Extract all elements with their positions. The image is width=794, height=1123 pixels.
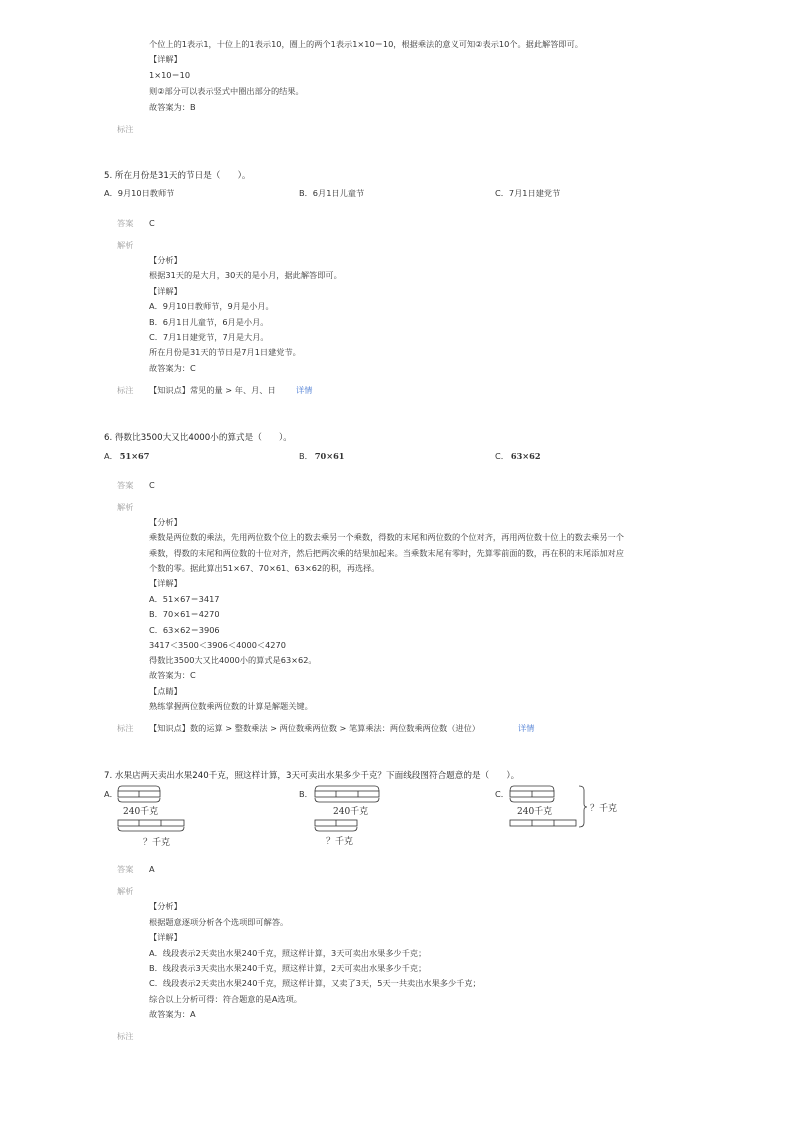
- option-c[interactable]: C．7月1日建党节: [495, 188, 561, 198]
- option-b[interactable]: B．6月1日儿童节: [299, 188, 365, 198]
- analysis-line: 【分析】: [149, 255, 182, 265]
- unknown-label: ？千克: [590, 804, 618, 814]
- option-a[interactable]: [104, 452, 149, 462]
- analysis-label: 解析: [117, 240, 134, 250]
- answer-value: C: [149, 480, 155, 490]
- analysis-line: 3417＜3500＜3906＜4000＜4270: [149, 640, 286, 650]
- analysis-line: 【详解】: [149, 578, 182, 588]
- analysis-line: 故答案为：C: [149, 670, 196, 680]
- analysis-line: 根据题意逐项分析各个选项即可解答。: [149, 917, 289, 927]
- analysis-line: 【分析】: [149, 901, 182, 911]
- option-expression: 70×61: [314, 451, 345, 461]
- option-b-letter[interactable]: B．: [299, 789, 313, 799]
- question-stem: 7. 水果店两天卖出水果240千克，照这样计算，3天可卖出水果多少千克？下面线段图符合题意的是（ ）。: [104, 771, 520, 781]
- option-c-letter[interactable]: C．: [495, 789, 509, 799]
- question-stem: 6. 得数比3500大又比4000小的算式是（ ）。: [104, 433, 292, 443]
- analysis-line: 乘数，得数的末尾和两位数的十位对齐，然后把两次乘的结果加起来。当乘数末尾有零时，先算零前面的数，再在积的末尾添加对应: [149, 548, 624, 558]
- knowledge-point: 【知识点】常见的量 > 年、月、日: [149, 385, 276, 395]
- analysis-line: C．线段表示2天卖出水果240千克，照这样计算，又卖了3天，5天一共卖出水果多少千克；: [149, 978, 481, 988]
- analysis-line: 个数的零。据此算出51×67、70×61、63×62的积，再选择。: [149, 563, 380, 573]
- option-c-line-diagram: [509, 785, 624, 835]
- note-label: 标注: [117, 385, 134, 395]
- detail-tag: 【详解】: [149, 54, 182, 64]
- analysis-line: 根据31天的是大月，30天的是小月，据此解答即可。: [149, 270, 342, 280]
- analysis-line: A．51×67＝3417: [149, 594, 220, 604]
- analysis-line: 乘数是两位数的乘法，先用两位数个位上的数去乘另一个乘数，得数的末尾和两位数的个位对齐，再用两位数十位上的数去乘另一个: [149, 532, 624, 542]
- option-expression: 51×67: [119, 451, 150, 461]
- final-answer: 故答案为：B: [149, 102, 196, 112]
- analysis-line: 熟练掌握两位数乘两位数的计算是解题关键。: [149, 701, 313, 711]
- option-c[interactable]: [495, 452, 541, 462]
- answer-value: A: [149, 864, 155, 874]
- analysis-line: 【分析】: [149, 517, 182, 527]
- analysis-line: 故答案为：A: [149, 1009, 196, 1019]
- analysis-line: B．6月1日儿童节，6月是小月。: [149, 317, 269, 327]
- analysis-line: C．63×62＝3906: [149, 625, 220, 635]
- answer-label: 答案: [117, 218, 134, 228]
- option-a-line-diagram: [117, 785, 189, 851]
- analysis-line: A．线段表示2天卖出水果240千克，照这样计算，3天可卖出水果多少千克；: [149, 948, 427, 958]
- option-letter: A．: [104, 451, 118, 461]
- option-expression: 63×62: [510, 451, 541, 461]
- unknown-label: ？千克: [143, 838, 171, 848]
- analysis-line: 【点睛】: [149, 686, 182, 696]
- analysis-line: 【详解】: [149, 286, 182, 296]
- analysis-line: 得数比3500大又比4000小的算式是63×62。: [149, 655, 317, 665]
- analysis-label: 解析: [117, 886, 134, 896]
- unknown-label: ？千克: [326, 837, 354, 847]
- explanation-line: 则②部分可以表示竖式中圈出部分的结果。: [149, 86, 304, 96]
- analysis-line: 综合以上分析可得：符合题意的是A选项。: [149, 994, 302, 1004]
- analysis-line: 故答案为：C: [149, 363, 196, 373]
- note-label: 标注: [117, 124, 134, 134]
- detail-link[interactable]: 详情: [518, 723, 535, 733]
- option-b-line-diagram: [313, 785, 385, 851]
- total-label: 240千克: [333, 807, 369, 817]
- detail-link[interactable]: 详情: [296, 385, 313, 395]
- option-letter: C．: [495, 451, 509, 461]
- answer-label: 答案: [117, 480, 134, 490]
- analysis-label: 解析: [117, 502, 134, 512]
- prev-analysis-line: 个位上的1表示1，十位上的1表示10，圈上的两个1表示1×10＝10，根据乘法的意义可知②表示10个。据此解答即可。: [149, 39, 583, 49]
- option-a[interactable]: A．9月10日教师节: [104, 188, 175, 198]
- note-label: 标注: [117, 1031, 134, 1041]
- question-stem: 5. 所在月份是31天的节日是（ ）。: [104, 171, 251, 181]
- analysis-line: 所在月份是31天的节日是7月1日建党节。: [149, 347, 301, 357]
- analysis-line: C．7月1日建党节，7月是大月。: [149, 332, 269, 342]
- option-a-letter[interactable]: A．: [104, 789, 118, 799]
- knowledge-point: 【知识点】数的运算 > 整数乘法 > 两位数乘两位数 > 笔算乘法：两位数乘两位数（进位）: [149, 723, 480, 733]
- note-label: 标注: [117, 723, 134, 733]
- answer-label: 答案: [117, 864, 134, 874]
- total-label: 240千克: [517, 807, 553, 817]
- analysis-line: 【详解】: [149, 932, 182, 942]
- calc-line: 1×10＝10: [149, 70, 191, 80]
- option-letter: B．: [299, 451, 313, 461]
- analysis-line: A．9月10日教师节，9月是小月。: [149, 301, 274, 311]
- analysis-line: B．线段表示3天卖出水果240千克，照这样计算，2天可卖出水果多少千克；: [149, 963, 427, 973]
- total-label: 240千克: [123, 807, 159, 817]
- option-b[interactable]: [299, 452, 344, 462]
- analysis-line: B．70×61＝4270: [149, 609, 220, 619]
- answer-value: C: [149, 218, 155, 228]
